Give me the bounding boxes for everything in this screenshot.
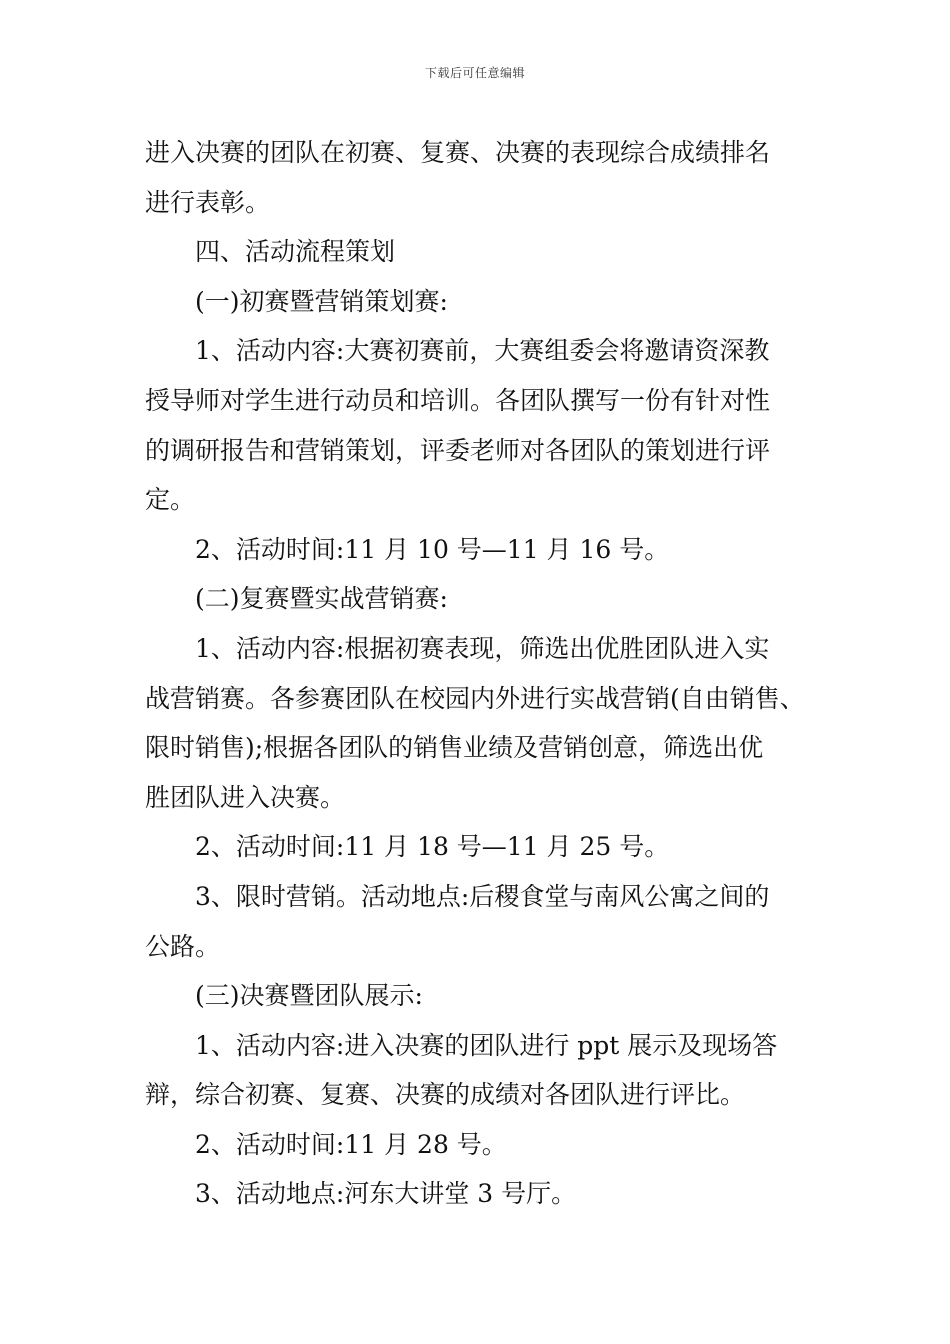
paragraph [145,574,810,624]
text-line: 进行表彰。 [145,187,271,217]
text-line: 四、活动流程策划 [195,237,396,267]
text-line: 辩，综合初赛、复赛、决赛的成绩对各团队进行评比。 [145,1080,746,1110]
paragraph [145,525,810,575]
text-line: 进入决赛的团队在初赛、复赛、决赛的表现综合成绩排名 [145,138,771,167]
text-line: 限时销售);根据各团队的销售业绩及营销创意，筛选出优 [145,733,764,763]
text-line: 胜团队进入决赛。 [145,782,346,812]
text-line: 战营销赛。各参赛团队在校园内外进行实战营销(自由销售、 [145,683,805,713]
paragraph [145,624,810,822]
text-line: (三)决赛暨团队展示: [195,981,423,1011]
text-line: 1、活动内容:进入决赛的团队进行 ppt 展示及现场答 [195,1030,778,1060]
document-body [145,128,810,1219]
text-line: 1、活动内容:根据初赛表现，筛选出优胜团队进入实 [195,633,770,663]
text-line: 2、活动时间:11 月 18 号—11 月 25 号。 [195,832,670,862]
text-line: 授导师对学生进行动员和培训。各团队撰写一份有针对性 [145,385,771,415]
page-header: 下载后可任意编辑 [424,66,525,80]
paragraph [145,227,810,277]
text-line: 2、活动时间:11 月 28 号。 [195,1129,507,1159]
paragraph [145,822,810,872]
paragraph [145,128,810,227]
text-line: (一)初赛暨营销策划赛: [195,286,448,316]
text-line: 1、活动内容:大赛初赛前，大赛组委会将邀请资深教 [195,336,770,366]
text-line: (二)复赛暨实战营销赛: [195,584,448,614]
paragraph [145,277,810,327]
text-line: 2、活动时间:11 月 10 号—11 月 16 号。 [195,534,670,564]
paragraph [145,1169,810,1219]
text-line: 3、活动地点:河东大讲堂 3 号厅。 [195,1179,577,1209]
paragraph [145,1021,810,1120]
paragraph [145,872,810,971]
paragraph [145,326,810,524]
paragraph [145,971,810,1021]
paragraph [145,1120,810,1170]
text-line: 3、限时营销。活动地点:后稷食堂与南风公寓之间的 [195,881,770,911]
text-line: 定。 [145,485,196,515]
text-line: 公路。 [145,931,221,961]
text-line: 的调研报告和营销策划，评委老师对各团队的策划进行评 [145,435,771,465]
